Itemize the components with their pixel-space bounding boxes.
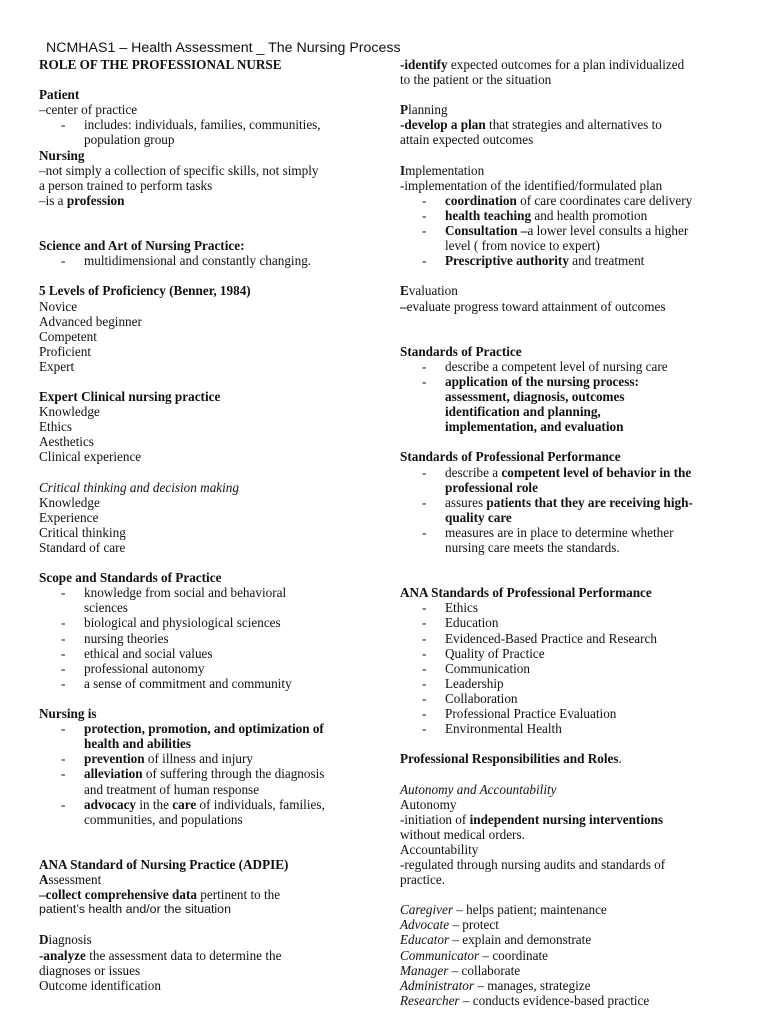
list-item xyxy=(400,661,740,676)
text: in the xyxy=(136,796,173,812)
list-item xyxy=(39,661,371,676)
list-item-text: - nursing theories xyxy=(84,630,169,646)
right-column xyxy=(400,57,740,1008)
document-title: NCMHAS1 – Health Assessment _ The Nursing Process xyxy=(46,40,401,56)
emphasis: alleviation xyxy=(84,766,143,782)
role-item xyxy=(400,963,740,978)
list-item-text: communities, and populations xyxy=(84,811,243,827)
text: describe a xyxy=(445,464,502,480)
text: ssessment xyxy=(48,872,102,888)
list-item-text: - describe a competent level of nursing care xyxy=(445,358,668,374)
identify-definition: to the patient or the situation xyxy=(400,72,552,88)
role-heading: ROLE OF THE PROFESSIONAL NURSE xyxy=(39,57,282,72)
list-item xyxy=(39,766,371,796)
list-item xyxy=(400,208,740,223)
critical-item: Critical thinking xyxy=(39,524,126,540)
spp-heading: Standards of Professional Performance xyxy=(400,449,621,465)
list-item-text: - measures are in place to determine whether xyxy=(445,524,674,540)
diagnosis-label xyxy=(39,932,371,947)
list-item xyxy=(400,646,740,661)
list-item xyxy=(400,495,740,525)
emphasis: -identify xyxy=(400,57,448,72)
planning-label xyxy=(400,102,740,117)
list-item-text: - Evidenced-Based Practice and Research xyxy=(445,630,657,646)
critical-item: Standard of care xyxy=(39,540,126,555)
ana-heading: ANA Standard of Nursing Practice (ADPIE) xyxy=(39,856,289,872)
text: expected outcomes for a plan individualized xyxy=(447,57,685,72)
identify-definition xyxy=(400,57,740,72)
list-item xyxy=(39,676,371,691)
role-name: Educator xyxy=(400,932,450,948)
implementation-definition: -implementation of the identified/formulated plan xyxy=(400,177,663,193)
text: mplementation xyxy=(405,162,485,178)
expert-heading: Expert Clinical nursing practice xyxy=(39,389,221,405)
patient-definition: –center of practice xyxy=(39,102,138,118)
text: of care coordinates care delivery xyxy=(516,192,693,208)
accountability-definition: practice. xyxy=(400,872,446,888)
expert-item: Ethics xyxy=(39,419,72,435)
text: . xyxy=(618,751,622,767)
emphasis: health teaching xyxy=(445,207,532,223)
implementation-label xyxy=(400,163,740,178)
text: -initiation of xyxy=(400,811,470,827)
patient-list xyxy=(39,117,371,147)
emphasis: -analyze xyxy=(39,947,86,963)
emphasis: -develop a plan xyxy=(400,117,486,133)
list-item-text: - Environmental Health xyxy=(445,721,562,737)
list-item-text: - includes: individuals, families, communities, xyxy=(84,117,321,133)
role-name: Advocate xyxy=(400,917,450,933)
text: of individuals, families, xyxy=(196,796,325,812)
list-item-text: - a sense of commitment and community xyxy=(84,675,292,691)
critical-item: Knowledge xyxy=(39,494,100,510)
role-name: Administrator xyxy=(400,977,475,993)
sop-list xyxy=(400,359,740,434)
diagnosis-definition: diagnoses or issues xyxy=(39,962,141,978)
list-item xyxy=(400,706,740,721)
role-description: – manages, strategize xyxy=(474,977,591,993)
evaluation-definition xyxy=(400,299,740,314)
list-item-text: level ( from novice to expert) xyxy=(445,238,600,254)
list-item-text: - knowledge from social and behavioral xyxy=(84,585,287,601)
text: –is a xyxy=(39,192,67,208)
list-item xyxy=(400,359,740,374)
level-item: Expert xyxy=(39,358,75,374)
level-item: Advanced beginner xyxy=(39,313,142,329)
scope-heading: Scope and Standards of Practice xyxy=(39,570,222,586)
role-item xyxy=(400,993,740,1008)
expert-item: Aesthetics xyxy=(39,434,94,450)
list-item-text: implementation, and evaluation xyxy=(445,419,624,435)
initial-letter: A xyxy=(39,872,49,888)
ana-spp-heading: ANA Standards of Professional Performance xyxy=(400,585,652,601)
list-item xyxy=(400,721,740,736)
emphasis: Professional Responsibilities and Roles xyxy=(400,751,619,767)
patient-heading: Patient xyxy=(39,87,80,103)
list-item-text: - multidimensional and constantly changing. xyxy=(84,253,312,269)
list-item-text: - Education xyxy=(445,615,499,631)
list-item xyxy=(400,253,740,268)
role-description: – coordinate xyxy=(479,947,548,963)
text: valuation xyxy=(408,283,458,299)
list-item xyxy=(400,600,740,615)
emphasis: patients that they are receiving high- xyxy=(486,494,693,510)
list-item xyxy=(400,465,740,495)
autonomy-label: Autonomy xyxy=(400,796,457,812)
autonomy-definition xyxy=(400,812,740,827)
role-name: Manager xyxy=(400,962,449,978)
initial-letter: D xyxy=(39,932,49,948)
text: pertinent to the xyxy=(196,887,281,903)
nursing-heading: Nursing xyxy=(39,147,85,163)
nursing-profession-line xyxy=(39,193,371,208)
list-item xyxy=(400,676,740,691)
role-description: – explain and demonstrate xyxy=(449,932,592,948)
role-name: Researcher xyxy=(400,992,460,1008)
list-item xyxy=(39,117,371,147)
planning-definition xyxy=(400,117,740,132)
text: that strategies and alternatives to xyxy=(485,117,662,133)
assessment-definition xyxy=(39,887,371,902)
list-item-text: nursing care meets the standards. xyxy=(445,540,620,555)
list-item-text: population group xyxy=(84,132,175,148)
role-description: – helps patient; maintenance xyxy=(452,902,607,918)
critical-heading: Critical thinking and decision making xyxy=(39,479,239,495)
list-item xyxy=(39,721,371,751)
emphasis: competent level of behavior in the xyxy=(501,464,692,480)
emphasis: care xyxy=(172,796,197,812)
list-item-text: health and abilities xyxy=(84,736,191,752)
list-item-text: quality care xyxy=(445,509,512,525)
emphasis: Consultation – xyxy=(445,223,528,239)
initial-letter: P xyxy=(400,102,409,118)
emphasis: advocacy xyxy=(84,796,137,812)
diagnosis-definition xyxy=(39,948,371,963)
emphasis: prevention xyxy=(84,751,145,767)
left-column xyxy=(39,57,371,993)
text: iagnosis xyxy=(48,932,92,948)
list-item-text: - protection, promotion, and optimization of xyxy=(84,721,324,737)
role-item xyxy=(400,978,740,993)
implementation-list xyxy=(400,193,740,268)
levels-heading: 5 Levels of Proficiency (Benner, 1984) xyxy=(39,283,251,299)
list-item-text: - biological and physiological sciences xyxy=(84,615,281,631)
list-item-text: sciences xyxy=(84,600,128,616)
emphasis: profession xyxy=(66,192,125,208)
list-item-text: - application of the nursing process: xyxy=(445,373,639,389)
initial-letter: I xyxy=(400,162,406,178)
list-item-text: - Communication xyxy=(445,660,530,676)
aa-heading: Autonomy and Accountability xyxy=(400,781,557,797)
role-description: – collaborate xyxy=(448,962,521,978)
autonomy-definition: without medical orders. xyxy=(400,826,525,842)
text: of suffering through the diagnosis xyxy=(142,766,325,782)
level-item: Competent xyxy=(39,328,97,344)
list-item xyxy=(39,253,371,268)
nursing-is-list xyxy=(39,721,371,827)
role-item xyxy=(400,948,740,963)
role-description: – conducts evidence-based practice xyxy=(459,992,650,1008)
text: a lower level consults a higher xyxy=(527,223,689,239)
evaluation-label xyxy=(400,283,740,298)
text: the assessment data to determine the xyxy=(85,947,282,963)
list-item-text: - ethical and social values xyxy=(84,645,213,661)
emphasis: –collect comprehensive data xyxy=(39,887,197,903)
role-item xyxy=(400,902,740,917)
list-item xyxy=(400,223,740,253)
role-description: – protect xyxy=(449,917,499,933)
text: assures xyxy=(445,494,487,510)
list-item xyxy=(39,615,371,630)
text: lanning xyxy=(408,102,448,118)
list-item xyxy=(400,193,740,208)
emphasis: – xyxy=(400,298,407,314)
nursing-is-heading: Nursing is xyxy=(39,706,97,722)
list-item xyxy=(39,585,371,615)
expert-item: Clinical experience xyxy=(39,449,142,465)
list-item xyxy=(400,615,740,630)
assessment-definition: patient’s health and/or the situation xyxy=(39,902,231,917)
list-item-text: - Quality of Practice xyxy=(445,645,545,661)
list-item xyxy=(400,631,740,646)
list-item-text: - Leadership xyxy=(445,675,504,691)
list-item xyxy=(400,374,740,434)
role-name: Caregiver xyxy=(400,902,453,918)
list-item xyxy=(39,631,371,646)
sop-heading: Standards of Practice xyxy=(400,343,522,359)
list-item-text: - Collaboration xyxy=(445,690,518,706)
level-item: Proficient xyxy=(39,343,92,359)
ana-spp-list xyxy=(400,600,740,736)
list-item-text: - professional autonomy xyxy=(84,660,205,676)
list-item xyxy=(39,751,371,766)
role-name: Communicator xyxy=(400,947,480,963)
list-item xyxy=(400,525,740,555)
text: evaluate progress toward attainment of outcomes xyxy=(406,298,666,314)
text: and health promotion xyxy=(531,207,648,223)
list-item-text: - Professional Practice Evaluation xyxy=(445,706,617,722)
planning-definition: attain expected outcomes xyxy=(400,132,534,148)
accountability-label: Accountability xyxy=(400,841,479,857)
text: of illness and injury xyxy=(144,751,253,767)
text: and treatment xyxy=(568,253,645,269)
outcome-label: Outcome identification xyxy=(39,977,161,993)
list-item xyxy=(400,691,740,706)
emphasis: coordination xyxy=(445,192,517,208)
expert-item: Knowledge xyxy=(39,404,100,420)
science-heading: Science and Art of Nursing Practice: xyxy=(39,238,245,254)
level-item: Novice xyxy=(39,298,78,314)
assessment-label xyxy=(39,872,371,887)
list-item-text: - Ethics xyxy=(445,600,478,616)
nursing-definition: a person trained to perform tasks xyxy=(39,177,213,193)
accountability-definition: -regulated through nursing audits and standards of xyxy=(400,856,666,872)
list-item xyxy=(39,646,371,661)
list-item-text: and treatment of human response xyxy=(84,781,260,797)
emphasis: Prescriptive authority xyxy=(445,253,569,269)
nursing-definition: –not simply a collection of specific skills, not simply xyxy=(39,162,319,178)
spp-list xyxy=(400,465,740,556)
emphasis: independent nursing interventions xyxy=(469,811,664,827)
list-item-text: identification and planning, xyxy=(445,404,601,420)
scope-list xyxy=(39,585,371,691)
critical-item: Experience xyxy=(39,509,99,525)
list-item-text: assessment, diagnosis, outcomes xyxy=(445,389,625,405)
role-item xyxy=(400,917,740,932)
prr-heading xyxy=(400,751,740,766)
role-item xyxy=(400,932,740,947)
list-item-text: professional role xyxy=(445,479,538,495)
science-list xyxy=(39,253,371,268)
list-item xyxy=(39,797,371,827)
initial-letter: E xyxy=(400,283,409,299)
